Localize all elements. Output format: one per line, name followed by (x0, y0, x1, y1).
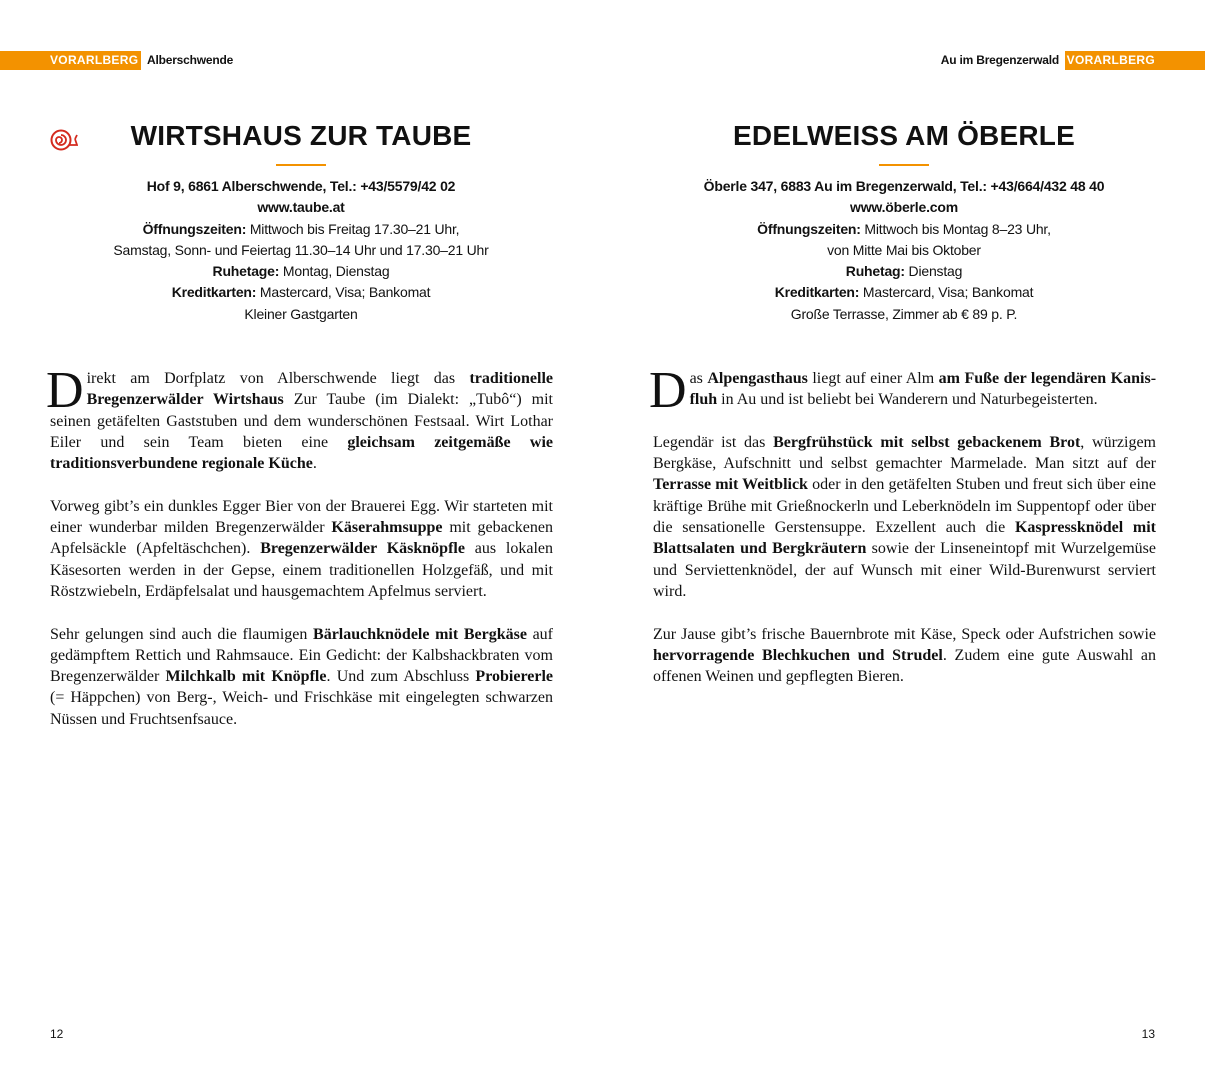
address: Hof 9, 6861 Alberschwende, Tel.: +43/5579/42 02 (146, 178, 456, 194)
text: . (312, 455, 317, 473)
text: (= Häppchen) von Berg-, Weich- und Frischkäse mit eingelegten schwarzen Nüssen und Fruchtsenfsauce. (50, 689, 553, 728)
bold-text: hervorragende Blechkuchen und Strudel (653, 646, 943, 664)
text: aus lokalen Käsesorten werden in der Gepse, einem traditionellen Holzgefäß, und mit Röstzwiebeln, Erdäpfelsalat und hausgemachtem Apfelmus serviert. (50, 540, 554, 600)
article-body (46, 362, 554, 751)
bold-text: Bärlauchknödele mit Bergkäse (313, 625, 527, 643)
page-number: 12 (50, 1027, 64, 1041)
bold-text: Terrasse mit Weitblick (653, 476, 808, 494)
drop-cap: D (649, 362, 687, 419)
text: irekt am Dorfplatz von Alberschwende liegt das (86, 370, 470, 387)
hours-line-1: Mittwoch bis Freitag 17.30–21 Uhr, (246, 220, 460, 237)
bold-text: Käserahmsuppe (331, 519, 443, 537)
bold-text: Kaspressknödel mit Blattsalaten und Bergkräutern (653, 519, 1157, 558)
text: mit gebackenen Apfelsäckle (Apfeltäschchen). (50, 519, 554, 558)
credit-cards-label: Kreditkarten: (774, 284, 860, 301)
credit-cards-label: Kreditkarten: (171, 284, 257, 301)
text: oder in den getäfelten Stuben und freut sich über eine kräftige Brühe mit Grießnockerln und Leberknödeln im Suppentopf oder über die sensationelle Gerstensuppe. Exzellent auch die (653, 476, 1157, 537)
bold-text: traditionelle Bregenzerwälder Wirtshaus (86, 370, 553, 409)
left-page (0, 0, 602, 1080)
hours-label: Öffnungszeiten: (142, 220, 247, 237)
text: sowie der Linseneintopf mit Wurzelgemüse und Serviettenknödel, der auf Wunsch mit einer Wild-Burenwurst serviert wird. (653, 540, 1157, 600)
hours-line-2: Samstag, Sonn- und Feiertag 11.30–14 Uhr und 17.30–21 Uhr (113, 241, 489, 258)
bold-text: Bergfrühstück mit selbst gebackenem Brot (773, 433, 1081, 451)
text: Vorweg gibt’s ein dunkles Egger Bier von der Brauerei Egg. Wir starteten mit einer wunderbar milden Bregenzerwälder (50, 497, 553, 537)
text: Zur Jause gibt’s frische Bauernbrote mit Käse, Speck oder Aufstrichen sowie (653, 625, 1156, 643)
text: . Und zum Abschluss (326, 668, 476, 686)
text: in Au und ist beliebt bei Wanderern und Naturbegeisterten. (717, 391, 1098, 409)
extra-info: Große Terrasse, Zimmer ab € 89 p. P. (790, 305, 1018, 322)
running-header (0, 51, 602, 70)
text: Sehr gelungen sind auch die flaumigen (50, 625, 314, 643)
drop-cap: D (46, 362, 84, 419)
running-header (603, 51, 1205, 70)
rest-day: Dienstag (904, 263, 963, 280)
header-town: Alberschwende (147, 53, 234, 67)
header-town: Au im Bregenzerwald (940, 53, 1059, 67)
website: www.öberle.com (850, 199, 958, 216)
bold-text: Bregenzerwälder Käsknöpfle (260, 540, 465, 558)
restaurant-info (653, 176, 1155, 325)
website: www.taube.at (257, 199, 345, 216)
rest-days-label: Ruhetage: (212, 263, 280, 280)
header-region: VORARLBERG (1066, 53, 1155, 67)
article-body (649, 362, 1157, 709)
restaurant-info (50, 176, 552, 325)
text: , würzigem Bergkäse, Aufschnitt und selbst gemachter Marmelade. Man sitzt auf der (653, 433, 1156, 473)
hours-line-1: Mittwoch bis Montag 8–23 Uhr, (860, 220, 1051, 237)
text: auf gedämpftem Rettich und Rahmsauce. Ein Gedicht: der Kalbshackbraten vom Bregenzerwälder (50, 625, 553, 686)
title-underline (276, 164, 326, 166)
rest-days: Montag, Dienstag (279, 263, 390, 280)
bold-text: Alpengasthaus (707, 370, 808, 387)
text: Legendär ist das (653, 433, 774, 451)
paragraph (649, 362, 1157, 419)
text: as (689, 370, 708, 387)
text: liegt auf einer Alm (807, 370, 939, 387)
credit-cards: Mastercard, Visa; Bankomat (256, 284, 431, 301)
paragraph (653, 624, 1156, 688)
hours-label: Öffnungszeiten: (757, 220, 861, 237)
credit-cards: Mastercard, Visa; Bankomat (859, 284, 1034, 301)
hours-line-2: von Mitte Mai bis Oktober (827, 241, 981, 258)
header-region: VORARLBERG (50, 53, 139, 67)
page-number: 13 (1141, 1027, 1155, 1041)
restaurant-title: EDELWEISS AM ÖBERLE (733, 120, 1075, 151)
bold-text: am Fuße der legendären Kanisfluh (689, 370, 1157, 409)
text: Zur Taube (im Dialekt: „Tubô“) mit seinen getäfelten Gaststuben und dem wunderschönen Festsaal. Wirt Lothar Eiler und sein Team bieten eine (50, 391, 553, 451)
paragraph (50, 496, 553, 602)
rest-day-label: Ruhetag: (845, 263, 905, 280)
paragraph (50, 624, 553, 730)
address: Öberle 347, 6883 Au im Bregenzerwald, Tel.: +43/664/432 48 40 (703, 178, 1105, 194)
paragraph (46, 362, 553, 474)
right-page (603, 0, 1205, 1080)
paragraph (653, 432, 1156, 602)
bold-text: Milchkalb mit Knöpfle (165, 668, 327, 686)
bold-text: gleichsam zeitgemäße wie traditionsverbundene regionale Küche (50, 433, 553, 473)
text: . Zudem eine gute Auswahl an offenen Weinen und gepflegten Bieren. (653, 646, 1156, 686)
bold-text: Probiererle (475, 668, 554, 686)
title-underline (879, 164, 929, 166)
extra-info: Kleiner Gastgarten (244, 305, 358, 322)
restaurant-title: WIRTSHAUS ZUR TAUBE (130, 120, 472, 151)
